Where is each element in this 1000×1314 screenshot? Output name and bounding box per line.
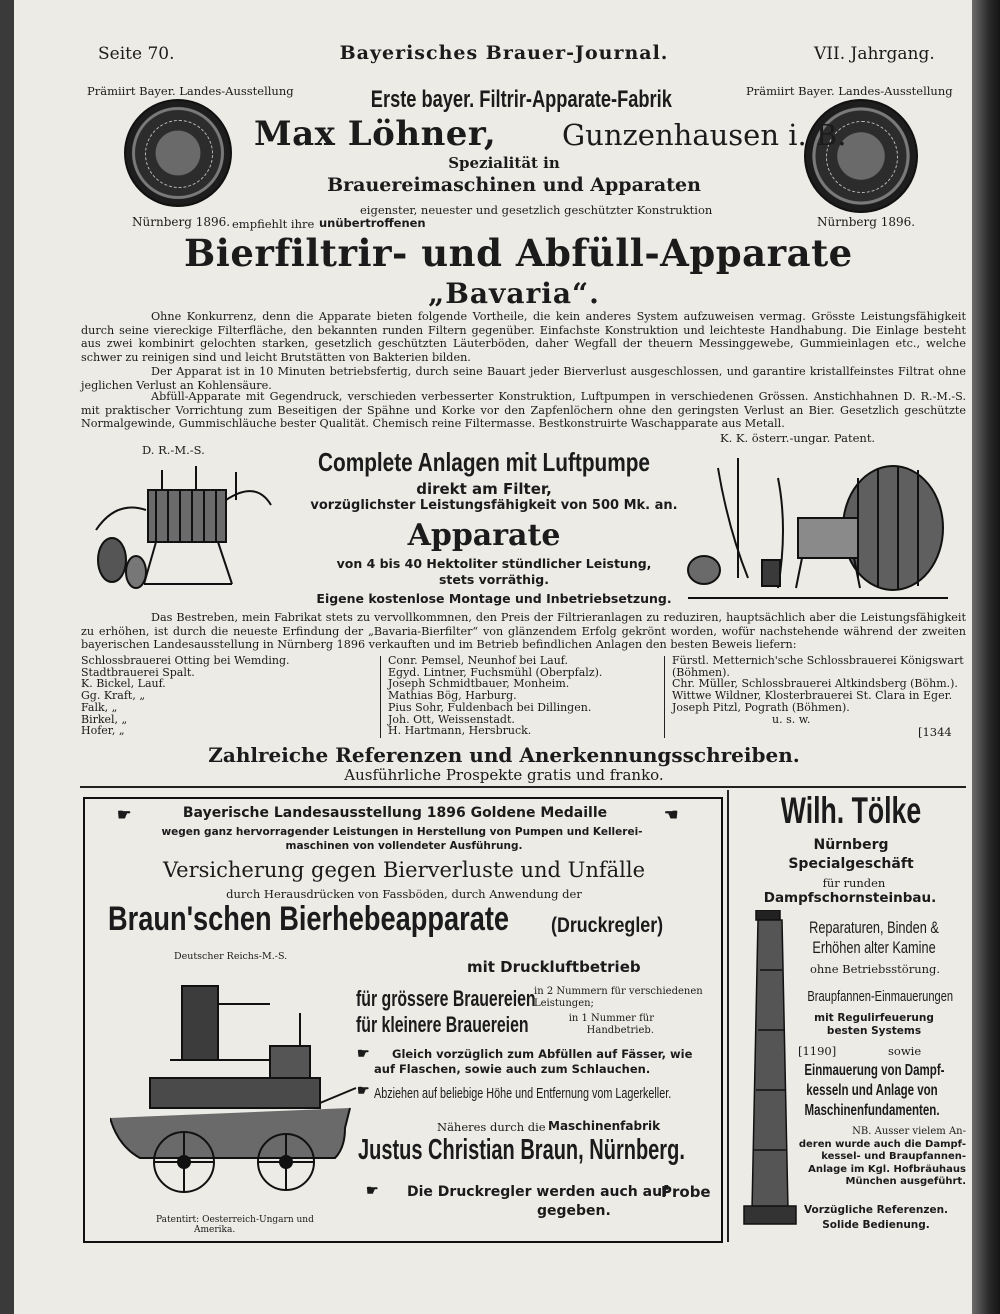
text-references-intro: Das Bestreben, mein Fabrikat stets zu vervollkommnen, den Preis der Filtrieranlagen zu reduziren, hauptsächlich aber die Leistungsfähigkeit zu erhöhen, ist durch die neueste Erfindung der „Bavaria-Bierfilter“ von glänzendem Erfolg gekrönt worden, wofür nachstehende während der zweiten bayerischen Landesausstellung in Nürnberg 1896 verkauften und im Betrieb befindlichen Anlagen den besten Beweis liefern: [81,611,966,652]
toelke-excellent: Vorzügliche Referenzen. [803,1204,949,1216]
braun-regulator: (Druckregler) [551,914,664,937]
toelke-regulated: mit Regulirfeuerung besten Systems [814,1012,934,1037]
medal-left-icon [124,99,232,207]
brand-name: „Bavaria“. [428,277,600,310]
in-stock: stets vorräthig. [438,572,550,587]
hectoliter-capacity: von 4 bis 40 Hektoliter stündlicher Leistung, [336,556,652,571]
toelke-nb: NB. Ausser vielem An- deren wurde auch die Dampf- kessel- und Braupfannen- Anlage im Kgl. Hofbräuhaus München ausgeführt. [798,1126,966,1187]
award-right: Prämiirt Bayer. Landes-Ausstellung [746,84,953,98]
patent-left: D. R.-M.-S. [142,443,205,457]
patent-line2: Amerika. [194,1225,236,1235]
construction-note: eigenster, neuester und gesetzlich geschützter Konstruktion [360,203,713,217]
references-headline: Zahlreiche Referenzen und Anerkennungsschreiben. [208,743,800,767]
small-note: in 1 Nummer für Handbetrieb. [568,1013,654,1036]
text-operation: Der Apparat ist in 10 Minuten betriebsfertig, durch seine Bauart jeder Bierverlust ausgeschlossen, und garantire kristallfeinstes Filtrat ohne jeglichen Verlust an Kohlensäure. [81,365,966,392]
complete-plants: Complete Anlagen mit Luftpumpe [317,447,651,477]
toelke-also: sowie [888,1044,922,1058]
merit-line2: maschinen von vollendeter Ausführung. [285,840,523,852]
references-col3: Fürstl. Metternich'sche Schlossbrauerei Königswart (Böhmen). Chr. Müller, Schlossbrauerei Altkindsberg (Böhm.). Wittwe Wildner, Klosterbrauerei St. Clara in Eger. Joseph Pitzl, Pograth (Böhmen). u. s. w. [672,654,964,726]
pointing-hand-left-icon: ☛ [117,805,132,824]
patent-line1: Patentirt: Oesterreich-Ungarn und [156,1215,314,1225]
toelke-ref-no: [1190] [798,1044,837,1058]
medal-right-icon [804,99,918,213]
patent-right: K. K. österr.-ungar. Patent. [720,431,876,445]
factory-title: Erste bayer. Filtrir-Apparate-Fabrik [370,86,672,113]
trial-line2: gegeben. [537,1203,611,1219]
montage: Eigene kostenlose Montage und Inbetriebsetzung. [316,591,672,606]
company-name: Max Löhner, [254,114,497,154]
newspaper-page [14,0,972,1314]
prospects: Ausführliche Prospekte gratis und franko. [344,766,664,784]
page-number: Seite 70. [98,44,175,64]
merit-line1: wegen ganz hervorragender Leistungen in Herstellung von Pumpen und Kellerei- [161,826,643,838]
filter-machine-illustration [86,460,276,600]
factory-word: Maschinenfabrik [548,1119,661,1133]
ref-number: [1344 [918,725,952,739]
toelke-name: Wilh. Tölke [780,790,922,831]
air-operation: mit Druckluftbetrieb [467,958,641,976]
toelke-pans: Braupfannen-Einmauerungen [807,988,954,1005]
drm-note: Deutscher Reichs-M.-S. [174,951,288,962]
recommends: empfiehlt ihre [232,217,315,231]
use-line2: auf Flaschen, sowie auch zum Schlauchen. [374,1062,651,1076]
exhibition-medal: Bayerische Landesausstellung 1896 Goldene Medaille [182,805,608,821]
text-products: Abfüll-Apparate mit Gegendruck, verschieden verbesserter Konstruktion, Luftpumpen in verschiedenen Grössen. Anstichhahnen D. R.-M.-S. mit praktischer Vorrichtung zum Beseitigen der Spähne und Korke vor den Zapfenlöchern ohne den geringsten Verlust an Bier. Gesetzlich geschützte Normalgewinde, Gummischläuche bester Qualität. Chemisch reine Filtermasse. Bestkonstruirte Waschapparate aus Metall. [81,390,966,431]
braun-product: Braun'schen Bierhebeapparate [108,900,510,938]
hand-icon-trial: ☛ [366,1183,379,1199]
use-line3: Abziehen auf beliebige Höhe und Entfernung vom Lagerkeller. [374,1085,672,1102]
references-col2: Conr. Pemsel, Neunhof bei Lauf. Egyd. Lintner, Fuchsmühl (Oberpfalz). Joseph Schmidtbauer, Monheim. Mathias Bög, Harburg. Pius Sohr, Fuldenbach bei Dillingen. Joh. Ott, Weissenstadt. H. Hartmann, Hersbruck. [388,654,603,738]
apparate-heading: Apparate [407,518,561,553]
medal-right-year: Nürnberg 1896. [817,215,916,229]
company-city: Gunzenhausen i. B. [562,118,847,152]
toelke-chimney: Dampfschornsteinbau. [763,890,937,906]
toelke-special: Specialgeschäft [788,856,914,872]
use-line1: Gleich vorzüglich zum Abfüllen auf Fässer, wie [392,1047,693,1061]
pump-wagon-illustration [110,968,360,1216]
hand-icon-use1: ☛ [357,1046,370,1062]
journal-title: Bayerisches Brauer-Journal. [339,42,669,64]
trial-word: Probe [661,1183,711,1201]
capacity-price: vorzüglichster Leistungsfähigkeit von 500 Mk. an. [310,498,678,513]
insurance-headline: Versicherung gegen Bierverluste und Unfälle [162,858,646,882]
references-col1: Schlossbrauerei Otting bei Wemding. Stadtbrauerei Spalt. K. Bickel, Lauf. Gg. Kraft, „ Falk, „ Birkel, „ Hofer, „ [81,654,290,738]
large-breweries: für grössere Brauereien [356,986,536,1011]
hand-icon-use3: ☛ [357,1083,370,1099]
small-breweries: für kleinere Brauereien [356,1012,529,1037]
book-spine [972,0,1000,1314]
toelke-repairs: Reparaturen, Binden & Erhöhen alter Kamine [809,918,939,957]
toelke-for: für runden [822,876,886,890]
large-note: in 2 Nummern für verschiedenen Leistungen; [534,986,703,1009]
trial-line1: Die Druckregler werden auch auf [407,1184,669,1200]
volume: VII. Jahrgang. [814,44,935,64]
prevention-line: durch Herausdrücken von Fassböden, durch Anwendung der [226,887,582,901]
filter-plant-illustration [678,448,960,608]
spec-line1: Spezialität in [448,154,560,172]
toelke-solid: Solide Bedienung. [822,1219,930,1231]
braun-firm: Justus Christian Braun, Nürnberg. [358,1134,685,1166]
details-line: Näheres durch die [437,1120,546,1134]
award-left: Prämiirt Bayer. Landes-Ausstellung [87,84,294,98]
pointing-hand-right-icon: ☛ [664,805,679,824]
medal-left-year: Nürnberg 1896. [132,215,231,229]
text-advantages: Ohne Konkurrenz, denn die Apparate bieten folgende Vortheile, die kein anderes System aufzuweisen vermag. Grösste Leistungsfähigkeit durch seine viereckige Filterfläche, den bekannten runden Filtern gegenüber. Einfachste Konstruktion und leichteste Handhabung. Die Einlage besteht aus zwei kombinirt gelochten starken, gesetzlich geschützten Läuterböden, daher Wegfall der theuern Messinggewebe, Gummieinlagen etc., welche schwer zu reinigen sind und leicht Brutstätten von Bakterien bilden. [81,310,966,365]
direct-filter: direkt am Filter, [416,480,552,498]
spec-line2: Brauereimaschinen und Apparaten [327,174,701,196]
toelke-boilers: Einmauerung von Dampf- kesseln und Anlage von Maschinenfundamenten. [804,1062,945,1119]
product-headline: Bierfiltrir- und Abfüll-Apparate [184,231,853,275]
unmatched: unübertroffenen [319,216,426,230]
toelke-city: Nürnberg [813,837,889,853]
toelke-no-interrupt: ohne Betriebsstörung. [809,962,941,976]
